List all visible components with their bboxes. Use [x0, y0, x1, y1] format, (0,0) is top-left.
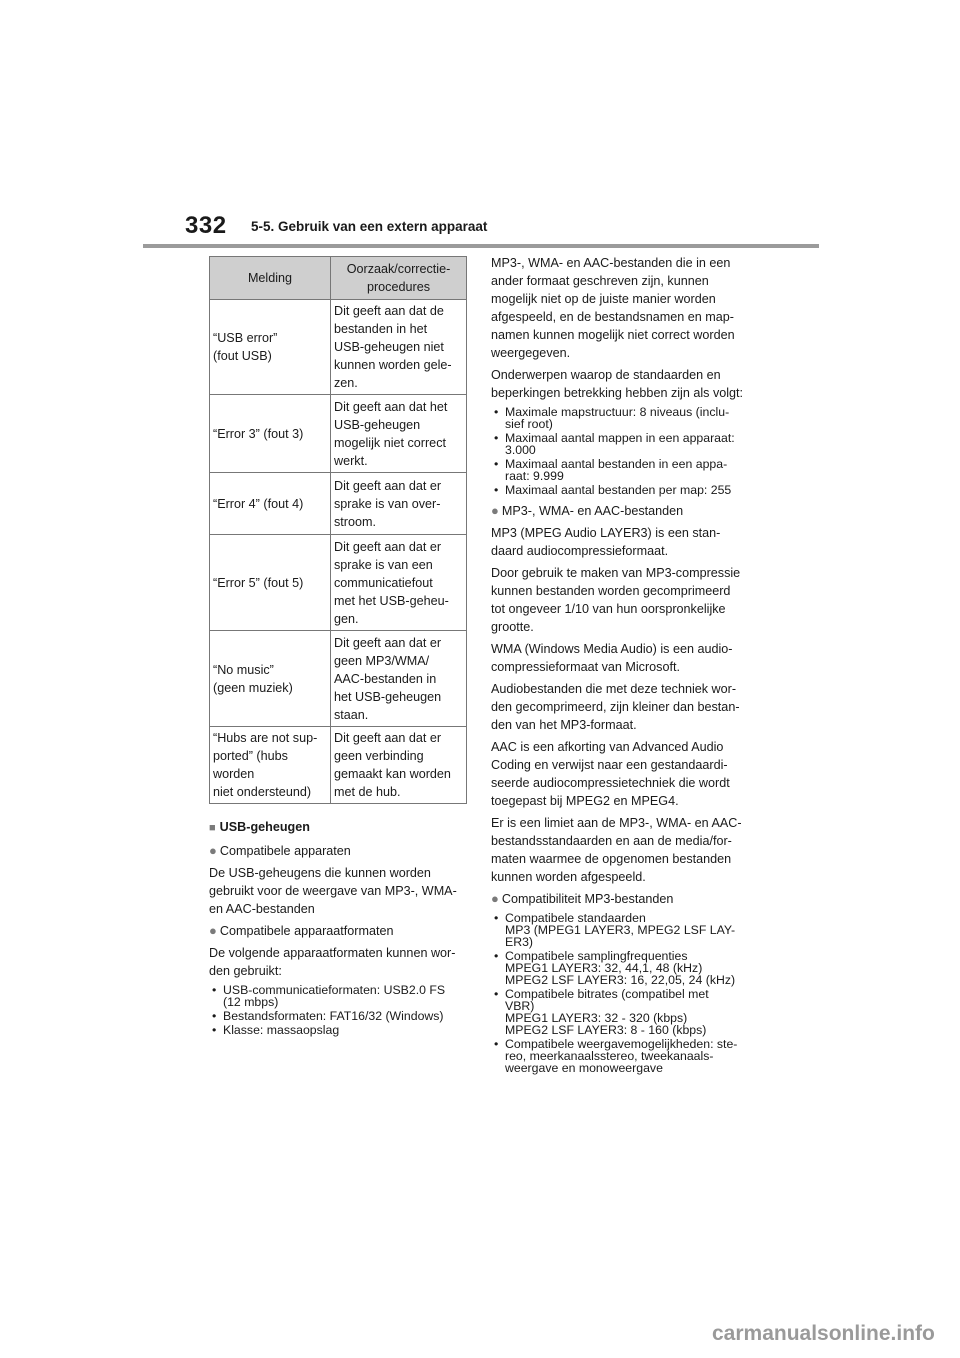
text-line: met het USB-geheu- — [334, 593, 449, 608]
text-line: mogelijk niet correct — [334, 435, 446, 450]
circle-bullet-icon: ● — [491, 503, 499, 518]
list-item-line: MPEG1 LAYER3: 32, 44,1, 48 (kHz) — [505, 961, 703, 975]
list-item-line: Compatibele weergavemogelijkheden: ste- — [505, 1037, 738, 1051]
text-line: “No music” — [213, 662, 274, 677]
text-line: afgespeeld, en de bestandsnamen en map- — [491, 310, 734, 324]
text-line: Dit geeft aan dat er — [334, 731, 442, 745]
paragraph — [491, 738, 753, 810]
list-item — [491, 458, 753, 482]
text-line: sprake is van een — [334, 557, 433, 572]
list-item — [491, 912, 753, 948]
bullet-icon: • — [494, 911, 499, 925]
list-item-line: MPEG2 LSF LAYER3: 16, 22,05, 24 (kHz) — [505, 973, 736, 987]
limits-list — [491, 406, 753, 496]
mp3-compat-heading: ● Compatibiliteit MP3-bestanden — [491, 891, 674, 906]
list-item-line: Compatibele standaarden — [505, 911, 646, 925]
list-item — [491, 1038, 753, 1074]
left-column — [209, 818, 469, 1042]
cause-cell — [331, 473, 467, 535]
text-line: met de hub. — [334, 785, 401, 799]
right-column — [491, 254, 753, 1080]
text-line: “Hubs are not sup- — [213, 731, 318, 745]
text-line: Dit geeft aan dat de — [334, 304, 444, 318]
column-header-oorzaak — [331, 257, 467, 300]
text-line: den gebruikt: — [209, 964, 282, 978]
square-bullet-icon: ■ — [209, 822, 216, 834]
text-line: seerde audiocompressietechniek die wordt — [491, 776, 730, 790]
message-cell — [210, 473, 331, 535]
text-line: Oorzaak/correctie- — [346, 262, 451, 276]
message-cell — [210, 300, 331, 395]
header-rule — [143, 244, 819, 248]
text-line: MP3 (MPEG Audio LAYER3) is een stan- — [491, 526, 721, 540]
table-row — [210, 535, 467, 631]
cause-cell — [331, 631, 467, 727]
text-line: Coding en verwijst naar een gestandaardi- — [491, 758, 728, 772]
list-item-line: USB-communicatieformaten: USB2.0 FS — [223, 983, 446, 997]
text-line: werkt. — [334, 453, 368, 468]
text-line: “Error 5” (fout 5) — [213, 575, 304, 590]
list-item — [491, 988, 753, 1036]
list-item-line: Bestandsformaten: FAT16/32 (Windows) — [223, 1009, 444, 1023]
text-line: Melding — [247, 271, 293, 285]
text-line: De volgende apparaatformaten kunnen wor- — [209, 946, 456, 960]
file-types-heading: ● MP3-, WMA- en AAC-bestanden — [491, 503, 684, 518]
bullet-icon: • — [494, 987, 499, 1001]
list-item-line: MP3 (MPEG1 LAYER3, MPEG2 LSF LAY- — [505, 923, 736, 937]
text-line: toegepast bij MPEG2 en MPEG4. — [491, 794, 679, 808]
text-line: AAC is een afkorting van Advanced Audio — [491, 740, 724, 754]
list-item-line: Maximaal aantal bestanden per map: 255 — [505, 483, 732, 497]
list-item-line: reo, meerkanaalsstereo, tweekanaals- — [505, 1049, 714, 1063]
list-item-line: Compatibele bitrates (compatibel met — [505, 987, 709, 1001]
text-line: Dit geeft aan dat er — [334, 539, 442, 554]
text-line: grootte. — [491, 620, 534, 634]
text-line: maten waarmee de opgenomen bestanden — [491, 852, 732, 866]
table-row — [210, 473, 467, 535]
cause-cell — [331, 300, 467, 395]
text-line: mogelijk niet op de juiste manier worden — [491, 292, 716, 306]
table-body — [210, 300, 467, 804]
text-line: zen. — [334, 376, 358, 390]
text-line: “USB error” — [213, 331, 278, 345]
list-item-line: Klasse: massaopslag — [223, 1023, 340, 1037]
list-item — [209, 1010, 469, 1022]
text-line: Er is een limiet aan de MP3-, WMA- en AAC- — [491, 816, 742, 830]
list-item — [209, 1024, 469, 1036]
list-item-line: Maximaal aantal bestanden in een appa- — [505, 457, 728, 471]
message-cell — [210, 631, 331, 727]
text-line: compressieformaat van Microsoft. — [491, 660, 680, 674]
page-number: 332 — [185, 212, 227, 239]
text-line: Dit geeft aan dat er — [334, 635, 442, 650]
text-line: procedures — [366, 280, 430, 294]
paragraph — [491, 680, 753, 734]
text-line: gebruikt voor de weergave van MP3-, WMA- — [209, 884, 457, 898]
bullet-icon: • — [494, 431, 499, 445]
circle-bullet-icon: ● — [209, 923, 217, 938]
bullet-icon: • — [212, 1009, 217, 1023]
text-line: tot ongeveer 1/10 van hun oorspronkelijke — [491, 602, 726, 616]
text-line: WMA (Windows Media Audio) is een audio- — [491, 642, 733, 656]
bullet-icon: • — [494, 483, 499, 497]
table-row — [210, 395, 467, 473]
list-item — [491, 406, 753, 430]
list-item — [491, 950, 753, 986]
compatible-devices-heading: ● Compatibele apparaten — [209, 843, 351, 858]
paragraph — [491, 524, 753, 560]
list-item — [491, 432, 753, 456]
list-item-line: sief root) — [505, 417, 553, 431]
section-title: 5-5. Gebruik van een extern apparaat — [251, 219, 488, 234]
list-item-line: 3.000 — [505, 443, 536, 457]
cause-cell — [331, 727, 467, 804]
text-line: ported” (hubs worden — [213, 749, 288, 781]
paragraph — [209, 864, 469, 918]
text-line: bestanden in het — [334, 322, 428, 336]
table-row — [210, 727, 467, 804]
paragraph — [491, 254, 753, 362]
list-item-line: Maximale mapstructuur: 8 niveaus (inclu- — [505, 405, 730, 419]
mp3-compat-list — [491, 912, 753, 1074]
watermark: carmanualsonline.info — [712, 1322, 935, 1345]
list-item-line: weergave en monoweergave — [505, 1061, 663, 1075]
paragraph — [491, 564, 753, 636]
text-line: AAC-bestanden in — [334, 671, 437, 686]
text-line: Audiobestanden die met deze techniek wor- — [491, 682, 737, 696]
text-line: namen kunnen mogelijk niet correct worden — [491, 328, 735, 342]
message-table — [209, 256, 467, 804]
text-line: “Error 3” (fout 3) — [213, 426, 304, 441]
text-line: gemaakt kan worden — [334, 767, 451, 781]
list-item-line: ER3) — [505, 935, 534, 949]
text-line: daard audiocompressieformaat. — [491, 544, 669, 558]
bullet-icon: • — [494, 457, 499, 471]
text-line: geen verbinding — [334, 749, 424, 763]
bullet-icon: • — [494, 405, 499, 419]
text-line: den van het MP3-formaat. — [491, 718, 637, 732]
text-line: weergegeven. — [491, 346, 571, 360]
bullet-icon: • — [212, 983, 217, 997]
text-line: kunnen worden gele- — [334, 358, 452, 372]
text-line: bestandsstandaarden en aan de media/for- — [491, 834, 732, 848]
format-list — [209, 984, 469, 1036]
list-item-line: (12 mbps) — [223, 995, 279, 1009]
paragraph — [491, 366, 753, 402]
list-item — [209, 984, 469, 1008]
text-line: kunnen bestanden worden gecomprimeerd — [491, 584, 731, 598]
cause-cell — [331, 395, 467, 473]
list-item-line: VBR) — [505, 999, 535, 1013]
text-line: ander formaat geschreven zijn, kunnen — [491, 274, 709, 288]
text-line: USB-geheugen niet — [334, 340, 444, 354]
text-line: staan. — [334, 707, 369, 722]
bullet-icon: • — [494, 1037, 499, 1051]
text-line: geen MP3/WMA/ — [334, 653, 430, 668]
bullet-icon: • — [494, 949, 499, 963]
text-line: communicatiefout — [334, 575, 433, 590]
list-item-line: raat: 9.999 — [505, 469, 564, 483]
list-item-line: MPEG2 LSF LAYER3: 8 - 160 (kbps) — [505, 1023, 707, 1037]
paragraph — [491, 640, 753, 676]
table-row — [210, 631, 467, 727]
message-cell — [210, 395, 331, 473]
text-line: niet ondersteund) — [213, 785, 312, 799]
text-line: “Error 4” (fout 4) — [213, 496, 304, 511]
paragraph — [209, 944, 469, 980]
column-header-melding — [210, 257, 331, 300]
text-line: USB-geheugen — [334, 417, 421, 432]
list-item-line: MPEG1 LAYER3: 32 - 320 (kbps) — [505, 1011, 688, 1025]
usb-memory-heading: ■ USB-geheugen — [209, 820, 310, 834]
text-line: (fout USB) — [213, 349, 272, 363]
message-cell — [210, 535, 331, 631]
compatible-formats-heading: ● Compatibele apparaatformaten — [209, 923, 394, 938]
circle-bullet-icon: ● — [491, 891, 499, 906]
text-line: het USB-geheugen — [334, 689, 442, 704]
text-line: Onderwerpen waarop de standaarden en — [491, 368, 721, 382]
text-line: den gecomprimeerd, zijn kleiner dan bestan- — [491, 700, 740, 714]
list-item-line: Maximaal aantal mappen in een apparaat: — [505, 431, 735, 445]
text-line: Dit geeft aan dat het — [334, 399, 448, 414]
table-row — [210, 300, 467, 395]
text-line: Dit geeft aan dat er — [334, 478, 442, 493]
text-line: Door gebruik te maken van MP3-compressie — [491, 566, 741, 580]
text-line: gen. — [334, 611, 359, 626]
text-line: De USB-geheugens die kunnen worden — [209, 866, 431, 880]
cause-cell — [331, 535, 467, 631]
text-line: en AAC-bestanden — [209, 902, 315, 916]
text-line: beperkingen betrekking hebben zijn als volgt: — [491, 386, 744, 400]
list-item-line: Compatibele samplingfrequenties — [505, 949, 688, 963]
list-item — [491, 484, 753, 496]
text-line: stroom. — [334, 514, 376, 529]
message-cell — [210, 727, 331, 804]
bullet-icon: • — [212, 1023, 217, 1037]
text-line: (geen muziek) — [213, 680, 293, 695]
text-line: kunnen worden afgespeeld. — [491, 870, 646, 884]
circle-bullet-icon: ● — [209, 843, 217, 858]
text-line: MP3-, WMA- en AAC-bestanden die in een — [491, 256, 731, 270]
paragraph — [491, 814, 753, 886]
text-line: sprake is van over- — [334, 496, 441, 511]
table-header-row — [210, 257, 467, 300]
